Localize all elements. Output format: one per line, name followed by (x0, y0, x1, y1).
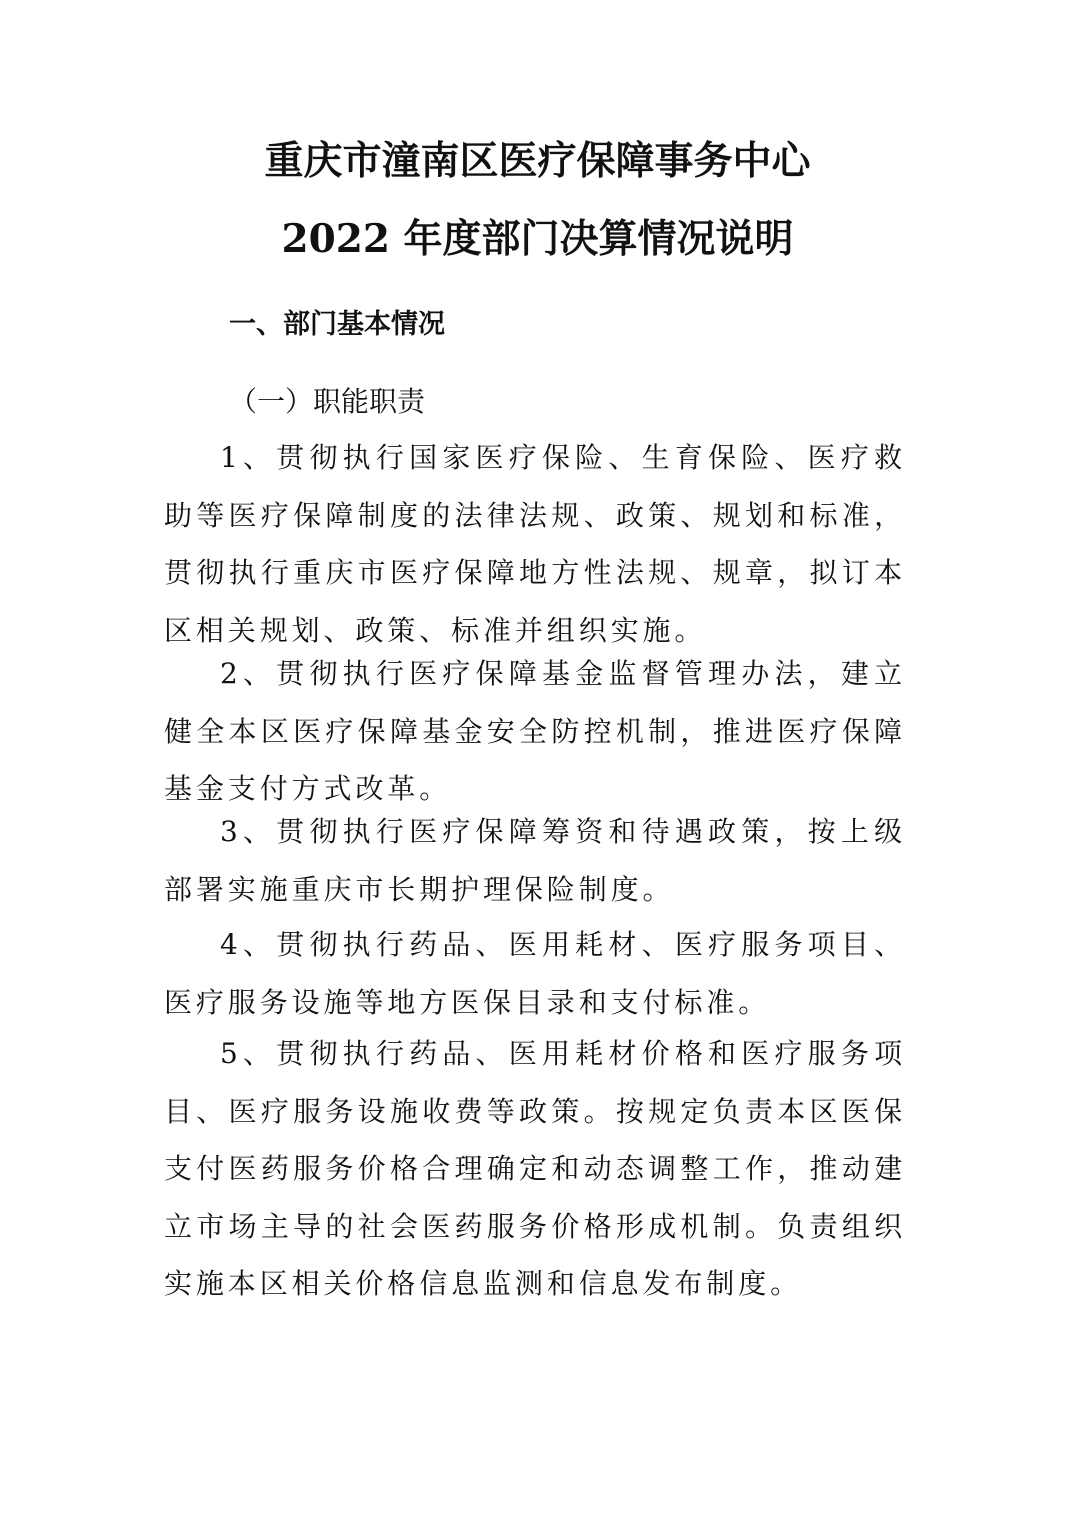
subsection-heading: （一）职能职责 (229, 385, 426, 418)
paragraph-5: 5、贯彻执行药品、医用耗材价格和医疗服务项目、医疗服务设施收费等政策。按规定负责本区医保支付医药服务价格合理确定和动态调整工作，推动建立市场主导的社会医药服务价格形成机制。负责组织实施本区相关价格信息监测和信息发布制度。 (164, 1037, 906, 1300)
section-heading: 一、部门基本情况 (229, 309, 445, 340)
document-title-line-2: 2022 年度部门决算情况说明 (281, 216, 794, 262)
paragraph-1: 1、贯彻执行国家医疗保险、生育保险、医疗救助等医疗保障制度的法律法规、政策、规划和标准，贯彻执行重庆市医疗保障地方性法规、规章，拟订本区相关规划、政策、标准并组织实施。 (164, 441, 906, 647)
paragraph-3: 3、贯彻执行医疗保障筹资和待遇政策，按上级部署实施重庆市长期护理保险制度。 (164, 815, 906, 906)
paragraph-4: 4、贯彻执行药品、医用耗材、医疗服务项目、医疗服务设施等地方医保目录和支付标准。 (164, 928, 906, 1019)
paragraph-2: 2、贯彻执行医疗保障基金监督管理办法，建立健全本区医疗保障基金安全防控机制，推进医疗保障基金支付方式改革。 (164, 657, 906, 805)
document-title-line-1: 重庆市潼南区医疗保障事务中心 (264, 138, 811, 184)
